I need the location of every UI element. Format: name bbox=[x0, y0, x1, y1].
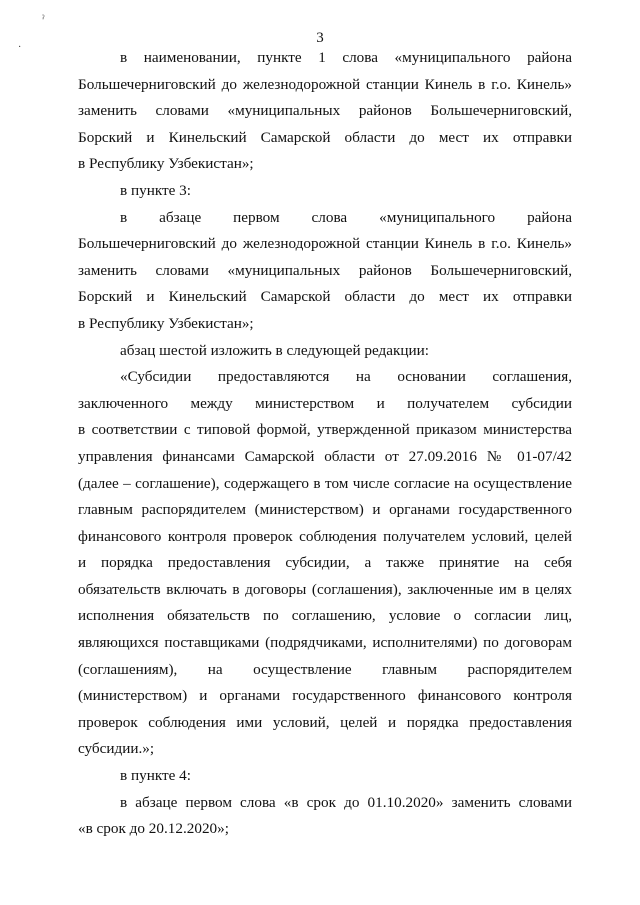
text-line: в пункте 4: bbox=[120, 767, 191, 785]
text-line: являющихся поставщиками (подрядчиками, исполнителями) по договорам bbox=[78, 634, 572, 652]
document-body bbox=[78, 45, 572, 843]
text-line: и порядка предоставления субсидии, а также принятие на себя bbox=[78, 554, 572, 572]
text-line: главным распорядителем (министерством) и органами государственного bbox=[78, 501, 572, 519]
text-line: обязательств включать в договоры (соглашения), заключенные им в целях bbox=[78, 580, 572, 598]
text-line: финансового контроля проверок соблюдения получателем условий, целей bbox=[78, 527, 572, 545]
text-line: субсидии.»; bbox=[78, 740, 155, 758]
text-line: Борский и Кинельский Самарской области до мест их отправки bbox=[78, 288, 572, 306]
scan-mark: ˀ bbox=[42, 14, 45, 25]
text-line: заключенного между министерством и получателем субсидии bbox=[78, 394, 572, 412]
text-line: Большечерниговский до железнодорожной станции Кинель в г.о. Кинель» bbox=[78, 235, 572, 253]
text-line: в абзаце первом слова «в срок до 01.10.2020» заменить словами bbox=[120, 793, 572, 811]
text-line: управления финансами Самарской области от 27.09.2016 № 01-07/42 bbox=[78, 447, 572, 465]
text-line: проверок соблюдения ими условий, целей и порядка предоставления bbox=[78, 713, 572, 731]
text-line: «в срок до 20.12.2020»; bbox=[78, 820, 229, 838]
page-number: 3 bbox=[316, 30, 324, 46]
text-line: в соответствии с типовой формой, утвержденной приказом министерства bbox=[78, 421, 572, 439]
text-line: заменить словами «муниципальных районов Большечерниговский, bbox=[78, 102, 572, 120]
text-line: (далее – соглашение), содержащего в том числе согласие на осуществление bbox=[78, 474, 572, 492]
text-line: «Субсидии предоставляются на основании соглашения, bbox=[120, 368, 572, 386]
text-line: Борский и Кинельский Самарской области до мест их отправки bbox=[78, 128, 572, 146]
text-line: в Республику Узбекистан»; bbox=[78, 155, 254, 173]
text-line: исполнения обязательств по соглашению, условие о согласии лиц, bbox=[78, 607, 572, 625]
text-line: в Республику Узбекистан»; bbox=[78, 314, 254, 332]
text-line: в пункте 3: bbox=[120, 181, 191, 199]
text-line: Большечерниговский до железнодорожной станции Кинель в г.о. Кинель» bbox=[78, 75, 572, 93]
text-line: (министерством) и органами государственного финансового контроля bbox=[78, 687, 572, 705]
text-line: заменить словами «муниципальных районов Большечерниговский, bbox=[78, 261, 572, 279]
scan-mark: · bbox=[18, 42, 22, 53]
text-line: абзац шестой изложить в следующей редакции: bbox=[120, 341, 429, 359]
text-line: в абзаце первом слова «муниципального района bbox=[120, 208, 572, 226]
text-line: (соглашениям), на осуществление главным распорядителем bbox=[78, 660, 572, 678]
text-line: в наименовании, пункте 1 слова «муниципального района bbox=[120, 49, 572, 66]
